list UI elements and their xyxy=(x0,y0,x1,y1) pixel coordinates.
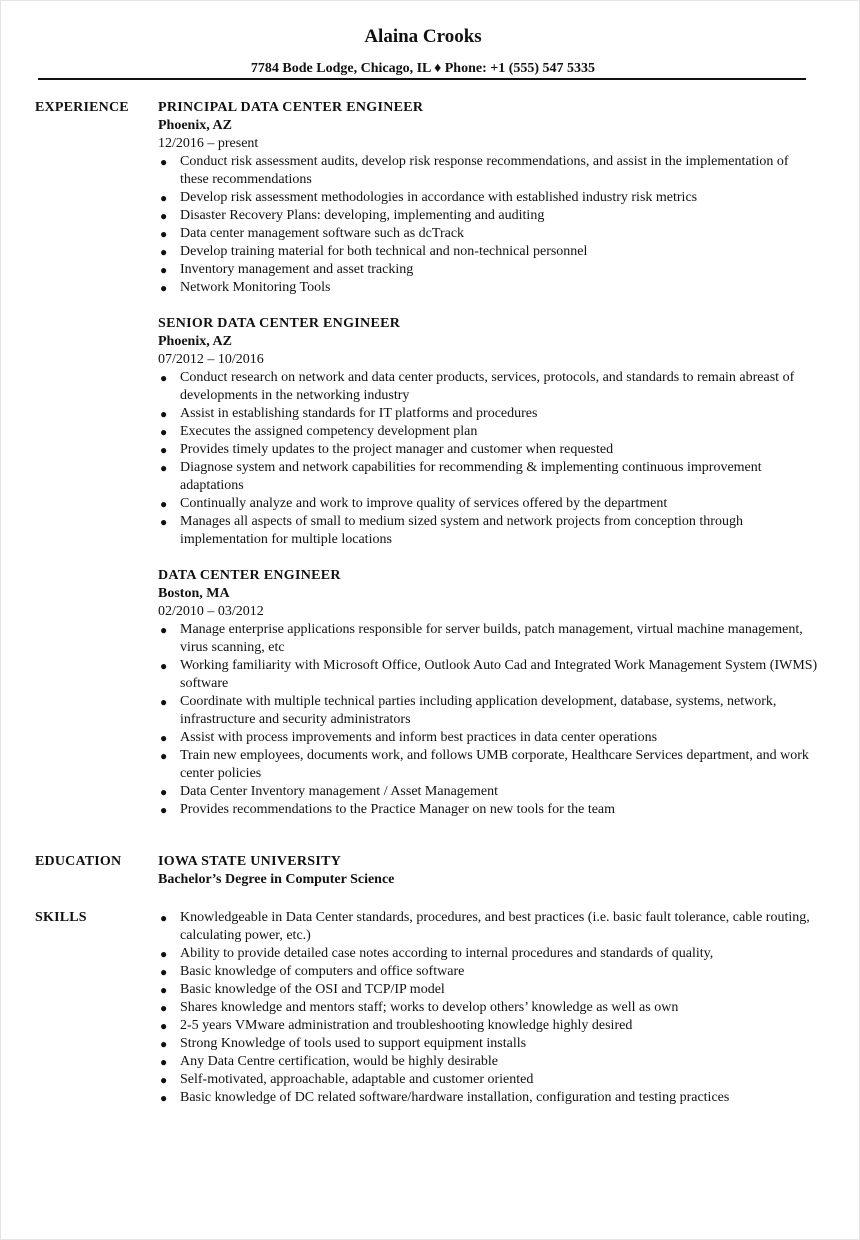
bullet-icon: ● xyxy=(160,515,168,529)
bullet-text: Continually analyze and work to improve quality of services offered by the department xyxy=(180,496,668,511)
bullet-item xyxy=(158,693,818,729)
job-bullets xyxy=(158,621,818,819)
skill-item xyxy=(158,963,818,981)
bullet-text: Data Center Inventory management / Asset Management xyxy=(180,784,499,799)
bullet-text: Network Monitoring Tools xyxy=(180,280,331,295)
bullet-icon: ● xyxy=(160,371,168,385)
bullet-item xyxy=(158,279,818,297)
bullet-icon: ● xyxy=(160,1019,168,1033)
bullet-item xyxy=(158,423,818,441)
bullet-icon: ● xyxy=(160,731,168,745)
bullet-item xyxy=(158,783,818,801)
job-entry xyxy=(158,315,818,549)
resume-header xyxy=(0,26,846,78)
bullet-icon: ● xyxy=(160,281,168,295)
bullet-item xyxy=(158,225,818,243)
skills-body xyxy=(158,909,818,1107)
skill-item xyxy=(158,1089,818,1107)
skill-item xyxy=(158,1053,818,1071)
skill-text: Basic knowledge of computers and office software xyxy=(180,964,465,979)
skill-item xyxy=(158,1035,818,1053)
bullet-item xyxy=(158,261,818,279)
bullet-icon: ● xyxy=(160,695,168,709)
skill-text: Knowledgeable in Data Center standards, procedures, and best practices (i.e. basic fault tolerance, cable routing, calculating power, etc.) xyxy=(180,910,810,943)
bullet-text: Develop training material for both technical and non-technical personnel xyxy=(180,244,588,259)
experience-list xyxy=(158,99,818,837)
bullet-icon: ● xyxy=(160,407,168,421)
job-title: SENIOR DATA CENTER ENGINEER xyxy=(158,316,401,331)
skill-text: Basic knowledge of the OSI and TCP/IP model xyxy=(180,982,445,997)
skill-text: 2-5 years VMware administration and troubleshooting knowledge highly desired xyxy=(180,1018,633,1033)
job-title: PRINCIPAL DATA CENTER ENGINEER xyxy=(158,100,424,115)
bullet-text: Data center management software such as dcTrack xyxy=(180,226,465,241)
section-label-experience: EXPERIENCE xyxy=(35,100,129,115)
bullet-icon: ● xyxy=(160,227,168,241)
bullet-icon: ● xyxy=(160,623,168,637)
bullet-text: Disaster Recovery Plans: developing, implementing and auditing xyxy=(180,208,545,223)
bullet-text: Assist with process improvements and inform best practices in data center operations xyxy=(180,730,658,745)
bullet-icon: ● xyxy=(160,443,168,457)
bullet-icon: ● xyxy=(160,1091,168,1105)
degree: Bachelor’s Degree in Computer Science xyxy=(158,872,395,887)
bullet-text: Train new employees, documents work, and follows UMB corporate, Healthcare Services department, and work center policies xyxy=(180,748,809,781)
skill-text: Ability to provide detailed case notes according to internal procedures and standards of quality, xyxy=(180,946,714,961)
bullet-item xyxy=(158,207,818,225)
bullet-icon: ● xyxy=(160,1037,168,1051)
bullet-item xyxy=(158,153,818,189)
bullet-text: Provides recommendations to the Practice Manager on new tools for the team xyxy=(180,802,616,817)
bullet-text: Inventory management and asset tracking xyxy=(180,262,414,277)
job-title: DATA CENTER ENGINEER xyxy=(158,568,341,583)
job-bullets xyxy=(158,153,818,297)
job-entry xyxy=(158,567,818,819)
bullet-icon: ● xyxy=(160,803,168,817)
bullet-icon: ● xyxy=(160,497,168,511)
contact-line: 7784 Bode Lodge, Chicago, IL ♦ Phone: +1 (555) 547 5335 xyxy=(250,61,596,76)
bullet-item xyxy=(158,405,818,423)
bullet-text: Conduct research on network and data center products, services, protocols, and standards to remain abreast of developments in the networking industry xyxy=(180,370,795,403)
bullet-icon: ● xyxy=(160,1055,168,1069)
bullet-icon: ● xyxy=(160,749,168,763)
bullet-item xyxy=(158,189,818,207)
job-dates: 12/2016 – present xyxy=(158,136,259,151)
bullet-icon: ● xyxy=(160,461,168,475)
bullet-item xyxy=(158,621,818,657)
bullet-icon: ● xyxy=(160,1001,168,1015)
bullet-text: Develop risk assessment methodologies in accordance with established industry risk metrics xyxy=(180,190,698,205)
bullet-icon: ● xyxy=(160,785,168,799)
job-entry xyxy=(158,99,818,297)
education-body xyxy=(158,853,818,889)
bullet-item xyxy=(158,657,818,693)
bullet-icon: ● xyxy=(160,911,168,925)
bullet-item xyxy=(158,441,818,459)
bullet-icon: ● xyxy=(160,947,168,961)
job-location: Boston, MA xyxy=(158,586,230,601)
bullet-icon: ● xyxy=(160,209,168,223)
bullet-text: Provides timely updates to the project manager and customer when requested xyxy=(180,442,614,457)
candidate-name: Alaina Crooks xyxy=(364,26,482,47)
section-label-skills: SKILLS xyxy=(35,910,87,925)
section-label-education: EDUCATION xyxy=(35,854,122,869)
bullet-text: Assist in establishing standards for IT platforms and procedures xyxy=(180,406,538,421)
bullet-icon: ● xyxy=(160,425,168,439)
skills-list xyxy=(158,909,818,1107)
bullet-icon: ● xyxy=(160,155,168,169)
bullet-icon: ● xyxy=(160,659,168,673)
skill-item xyxy=(158,981,818,999)
skill-text: Basic knowledge of DC related software/hardware installation, configuration and testing practices xyxy=(180,1090,730,1105)
bullet-text: Diagnose system and network capabilities for recommending & implementing continuous improvement adaptations xyxy=(180,460,762,493)
job-bullets xyxy=(158,369,818,549)
bullet-text: Executes the assigned competency development plan xyxy=(180,424,478,439)
school-name: IOWA STATE UNIVERSITY xyxy=(158,854,342,869)
job-location: Phoenix, AZ xyxy=(158,334,232,349)
bullet-icon: ● xyxy=(160,245,168,259)
skill-item xyxy=(158,909,818,945)
job-dates: 02/2010 – 03/2012 xyxy=(158,604,264,619)
skill-text: Strong Knowledge of tools used to support equipment installs xyxy=(180,1036,527,1051)
bullet-item xyxy=(158,495,818,513)
skill-text: Shares knowledge and mentors staff; works to develop others’ knowledge as well as own xyxy=(180,1000,679,1015)
skill-text: Self-motivated, approachable, adaptable and customer oriented xyxy=(180,1072,534,1087)
bullet-icon: ● xyxy=(160,263,168,277)
job-dates: 07/2012 – 10/2016 xyxy=(158,352,264,367)
bullet-item xyxy=(158,243,818,261)
bullet-text: Working familiarity with Microsoft Office, Outlook Auto Cad and Integrated Work Management System (IWMS) software xyxy=(180,658,818,691)
bullet-item xyxy=(158,729,818,747)
bullet-item xyxy=(158,459,818,495)
skill-item xyxy=(158,999,818,1017)
skill-item xyxy=(158,1017,818,1035)
bullet-icon: ● xyxy=(160,983,168,997)
bullet-text: Manage enterprise applications responsible for server builds, patch management, virtual machine management, virus scanning, etc xyxy=(180,622,803,655)
header-divider xyxy=(38,78,806,80)
bullet-item xyxy=(158,801,818,819)
job-location: Phoenix, AZ xyxy=(158,118,232,133)
bullet-icon: ● xyxy=(160,191,168,205)
bullet-item xyxy=(158,513,818,549)
bullet-text: Manages all aspects of small to medium sized system and network projects from conception through implementation for multiple locations xyxy=(180,514,743,547)
bullet-icon: ● xyxy=(160,1073,168,1087)
bullet-text: Conduct risk assessment audits, develop risk response recommendations, and assist in the implementation of these recommendations xyxy=(180,154,789,187)
skill-item xyxy=(158,945,818,963)
skill-item xyxy=(158,1071,818,1089)
bullet-icon: ● xyxy=(160,965,168,979)
bullet-item xyxy=(158,747,818,783)
bullet-item xyxy=(158,369,818,405)
bullet-text: Coordinate with multiple technical parties including application development, database, systems, network, infrastructure and security administrators xyxy=(180,694,777,727)
skill-text: Any Data Centre certification, would be highly desirable xyxy=(180,1054,499,1069)
